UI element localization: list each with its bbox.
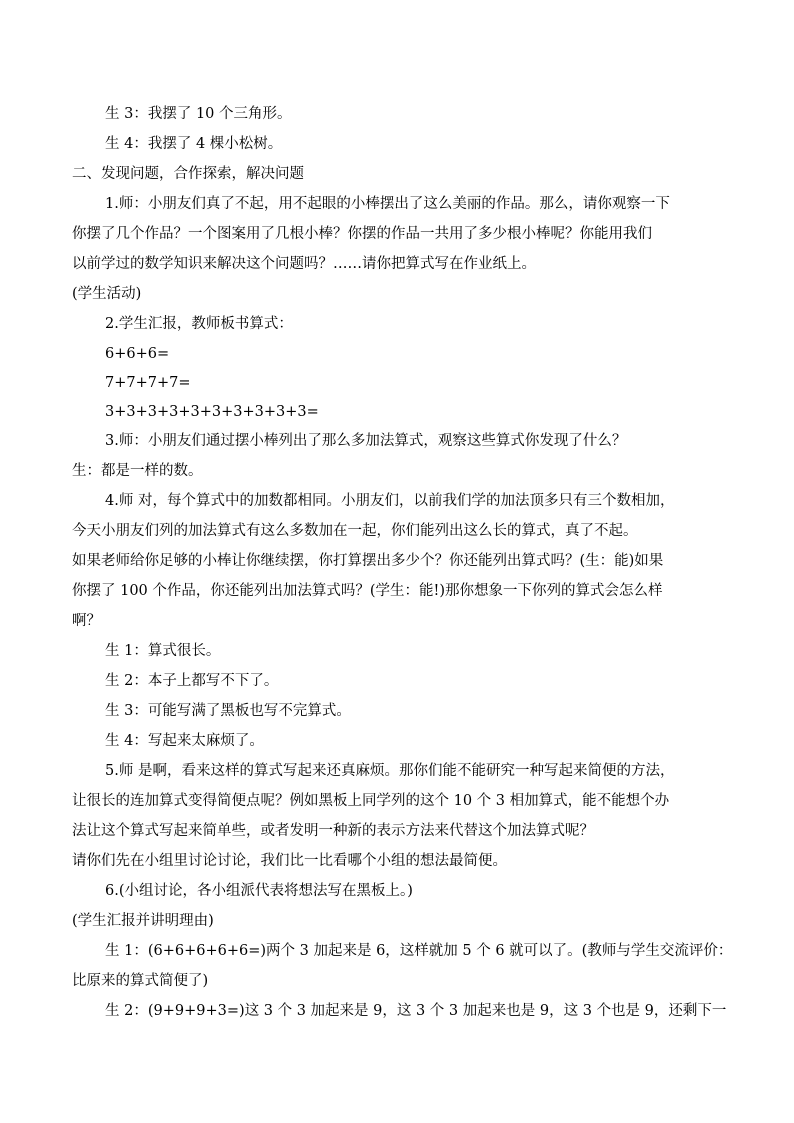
equation-line: 6+6+6=: [105, 346, 170, 362]
text-line: 生 1：算式很长。: [105, 643, 221, 659]
text-line: 让很长的连加算式变得简便点呢？例如黑板上同学列的这个 10 个 3 相加算式，能不能想个办: [72, 793, 670, 809]
text-line: 你摆了几个作品？一个图案用了几根小棒？你摆的作品一共用了多少根小棒呢？你能用我们: [72, 226, 652, 242]
text-line: 法让这个算式写起来简单些，或者发明一种新的表示方法来代替这个加法算式呢？: [72, 823, 594, 839]
text-line: 生 4：我摆了 4 棵小松树。: [105, 136, 283, 152]
text-line: 3.师：小朋友们通过摆小棒列出了那么多加法算式，观察这些算式你发现了什么？: [105, 433, 627, 449]
text-line: 生 2：(9+9+9+3=)这 3 个 3 加起来是 9，这 3 个 3 加起来也是 9，这 3 个也是 9，还剩下一: [105, 1003, 727, 1019]
text-line: 5.师 是啊，看来这样的算式写起来还真麻烦。那你们能不能研究一种写起来简便的方法，: [105, 763, 675, 779]
text-line: 生：都是一样的数。: [72, 463, 203, 479]
text-line: 比原来的算式简便了): [72, 973, 209, 989]
text-line: (学生汇报并讲明理由): [72, 913, 214, 929]
text-line: 生 4：写起来太麻烦了。: [105, 733, 264, 749]
text-line: 今天小朋友们列的加法算式有这么多数加在一起，你们能列出这么长的算式，真了不起。: [72, 523, 638, 539]
text-line: 生 1：(6+6+6+6+6=)两个 3 加起来是 6，这样就加 5 个 6 就可以了。(教师与学生交流评价：: [105, 943, 732, 959]
text-line: 生 3：我摆了 10 个三角形。: [105, 106, 292, 122]
text-line: 你摆了 100 个作品，你还能列出加法算式吗？(学生：能!)那你想象一下你列的算式会怎么样: [72, 583, 663, 599]
text-line: 生 3：可能写满了黑板也写不完算式。: [105, 703, 351, 719]
text-line: 1.师：小朋友们真了不起，用不起眼的小棒摆出了这么美丽的作品。那么，请你观察一下: [105, 196, 670, 212]
text-line: 请你们先在小组里讨论讨论，我们比一比看哪个小组的想法最简便。: [72, 853, 507, 869]
text-line: (学生活动): [72, 286, 142, 302]
equation-line: 7+7+7+7=: [105, 375, 191, 391]
text-line: 6.(小组讨论，各小组派代表将想法写在黑板上。): [105, 883, 413, 899]
text-line: 啊？: [72, 613, 101, 629]
text-line: 如果老师给你足够的小棒让你继续摆，你打算摆出多少个？你还能列出算式吗？(生：能)如果: [72, 553, 664, 569]
equation-line: 3+3+3+3+3+3+3+3+3+3=: [105, 404, 319, 420]
text-line: 生 2：本子上都写不下了。: [105, 673, 279, 689]
text-line: 2.学生汇报，教师板书算式：: [105, 316, 293, 332]
section-heading: 二、发现问题，合作探索，解决问题: [72, 166, 304, 182]
text-line: 以前学过的数学知识来解决这个问题吗？……请你把算式写在作业纸上。: [72, 256, 536, 272]
text-line: 4.师 对，每个算式中的加数都相同。小朋友们，以前我们学的加法顶多只有三个数相加，: [105, 493, 675, 509]
